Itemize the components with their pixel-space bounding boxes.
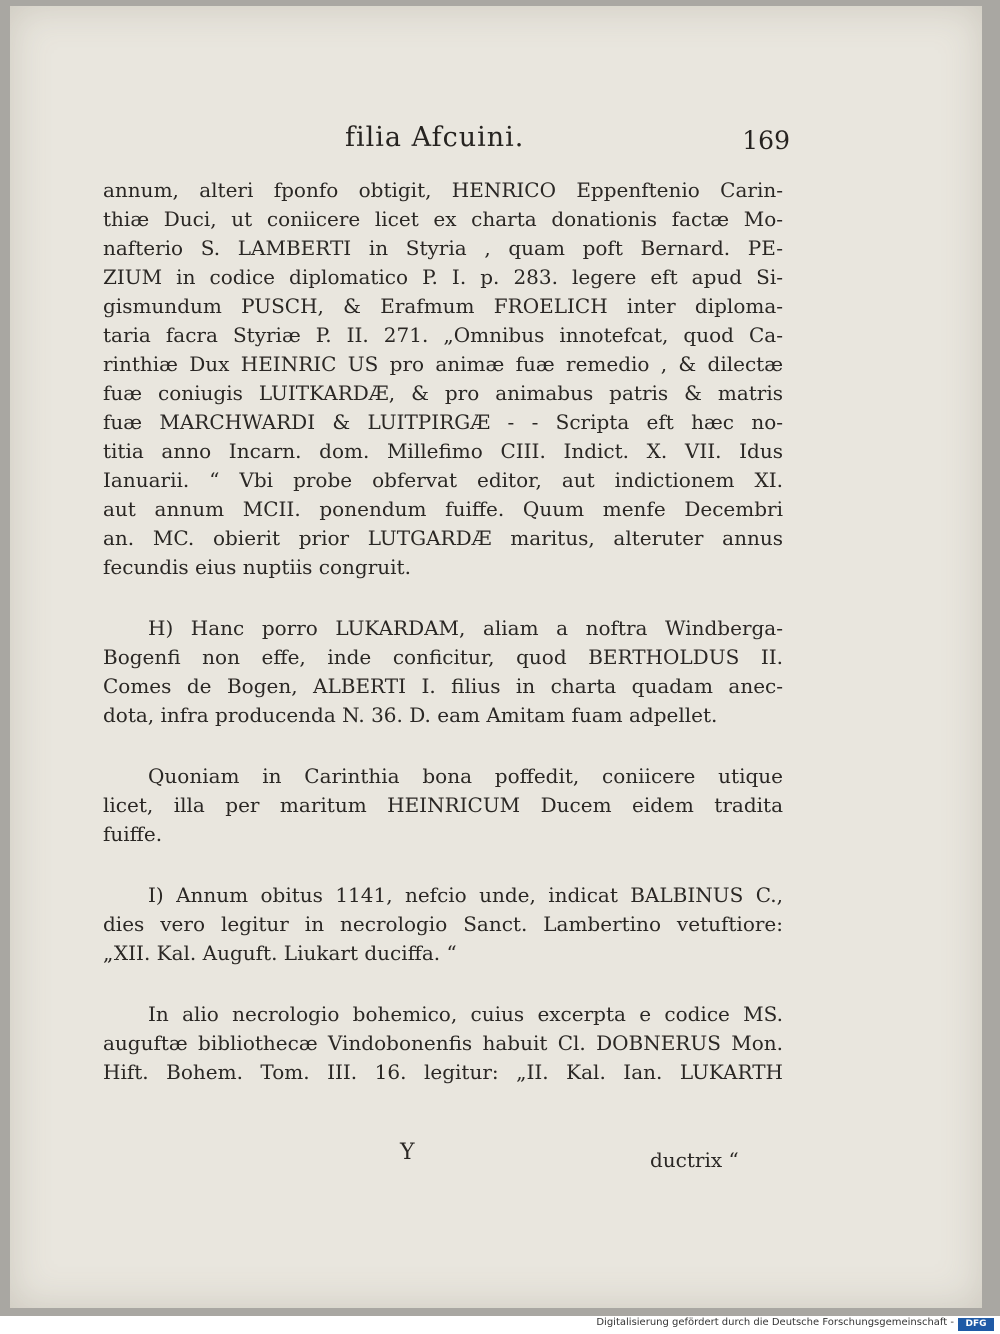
- paragraph-gap: [103, 730, 783, 762]
- text-line: gismundum PUSCH, & Erafmum FROELICH inter diploma-: [103, 294, 783, 318]
- text-line: H) Hanc porro LUKARDAM, aliam a noftra Windberga-: [148, 616, 783, 640]
- text-line: fuiffe.: [103, 822, 163, 846]
- text-line: „XII. Kal. Auguft. Liukart duciffa. “: [103, 941, 457, 965]
- text-line: thiæ Duci, ut coniicere licet ex charta donationis factæ Mo-: [103, 207, 783, 231]
- dfg-logo-icon: DFG: [958, 1318, 994, 1331]
- page-body: [103, 176, 783, 1087]
- paragraph-gap: [103, 582, 783, 614]
- text-line: dota, infra producenda N. 36. D. eam Amitam fuam adpellet.: [103, 703, 718, 727]
- text-line: licet, illa per maritum HEINRICUM Ducem eidem tradita: [103, 793, 783, 817]
- text-line: Bogenfi non effe, inde conficitur, quod BERTHOLDUS II.: [103, 645, 783, 669]
- text-line: In alio necrologio bohemico, cuius excerpta e codice MS.: [148, 1002, 783, 1026]
- page-header: [100, 122, 790, 166]
- text-line: annum, alteri fponfo obtigit, HENRICO Eppenftenio Carin-: [103, 178, 783, 202]
- text-line: fuæ coniugis LUITKARDÆ, & pro animabus patris & matris: [103, 381, 783, 405]
- paragraph-3: [103, 762, 783, 849]
- text-line: titia anno Incarn. dom. Millefimo CIII. Indict. X. VII. Idus: [103, 439, 783, 463]
- text-line: auguftæ bibliothecæ Vindobonenfis habuit Cl. DOBNERUS Mon.: [103, 1031, 783, 1055]
- text-line: I) Annum obitus 1141, nefcio unde, indicat BALBINUS C.,: [148, 883, 783, 907]
- digitization-footer: [0, 1316, 1000, 1334]
- text-line: Hift. Bohem. Tom. III. 16. legitur: „II. Kal. Ian. LUKARTH: [103, 1060, 783, 1084]
- paragraph-gap: [103, 849, 783, 881]
- footer-credit: Digitalisierung gefördert durch die Deutsche Forschungsgemeinschaft -: [596, 1317, 954, 1328]
- text-line: Quoniam in Carinthia bona poffedit, coniicere utique: [148, 764, 783, 788]
- running-head: filia Afcuini.: [345, 122, 525, 153]
- text-line: nafterio S. LAMBERTI in Styria , quam poft Bernard. PE-: [103, 236, 783, 260]
- text-line: aut annum MCII. ponendum fuiffe. Quum menfe Decembri: [103, 497, 783, 521]
- text-line: rinthiæ Dux HEINRIC US pro animæ fuæ remedio , & dilectæ: [103, 352, 783, 376]
- text-line: taria facra Styriæ P. II. 271. „Omnibus innotefcat, quod Ca-: [103, 323, 783, 347]
- paragraph-gap: [103, 968, 783, 1000]
- text-line: Comes de Bogen, ALBERTI I. filius in charta quadam anec-: [103, 674, 783, 698]
- text-line: dies vero legitur in necrologio Sanct. Lambertino vetuftiore:: [103, 912, 783, 936]
- text-line: fecundis eius nuptiis congruit.: [103, 555, 411, 579]
- paragraph-2: [103, 614, 783, 730]
- signature-mark: Y: [400, 1140, 415, 1165]
- text-line: ZIUM in codice diplomatico P. I. p. 283. legere eft apud Si-: [103, 265, 783, 289]
- paragraph-5: [103, 1000, 783, 1087]
- page-number: 169: [742, 126, 790, 155]
- paragraph-1: [103, 176, 783, 582]
- text-line: an. MC. obierit prior LUTGARDÆ maritus, alteruter annus: [103, 526, 783, 550]
- text-line: fuæ MARCHWARDI & LUITPIRGÆ - - Scripta eft hæc no-: [103, 410, 783, 434]
- catchword: ductrix “: [650, 1148, 739, 1172]
- text-line: Ianuarii. “ Vbi probe obfervat editor, aut indictionem XI.: [103, 468, 783, 492]
- paragraph-4: [103, 881, 783, 968]
